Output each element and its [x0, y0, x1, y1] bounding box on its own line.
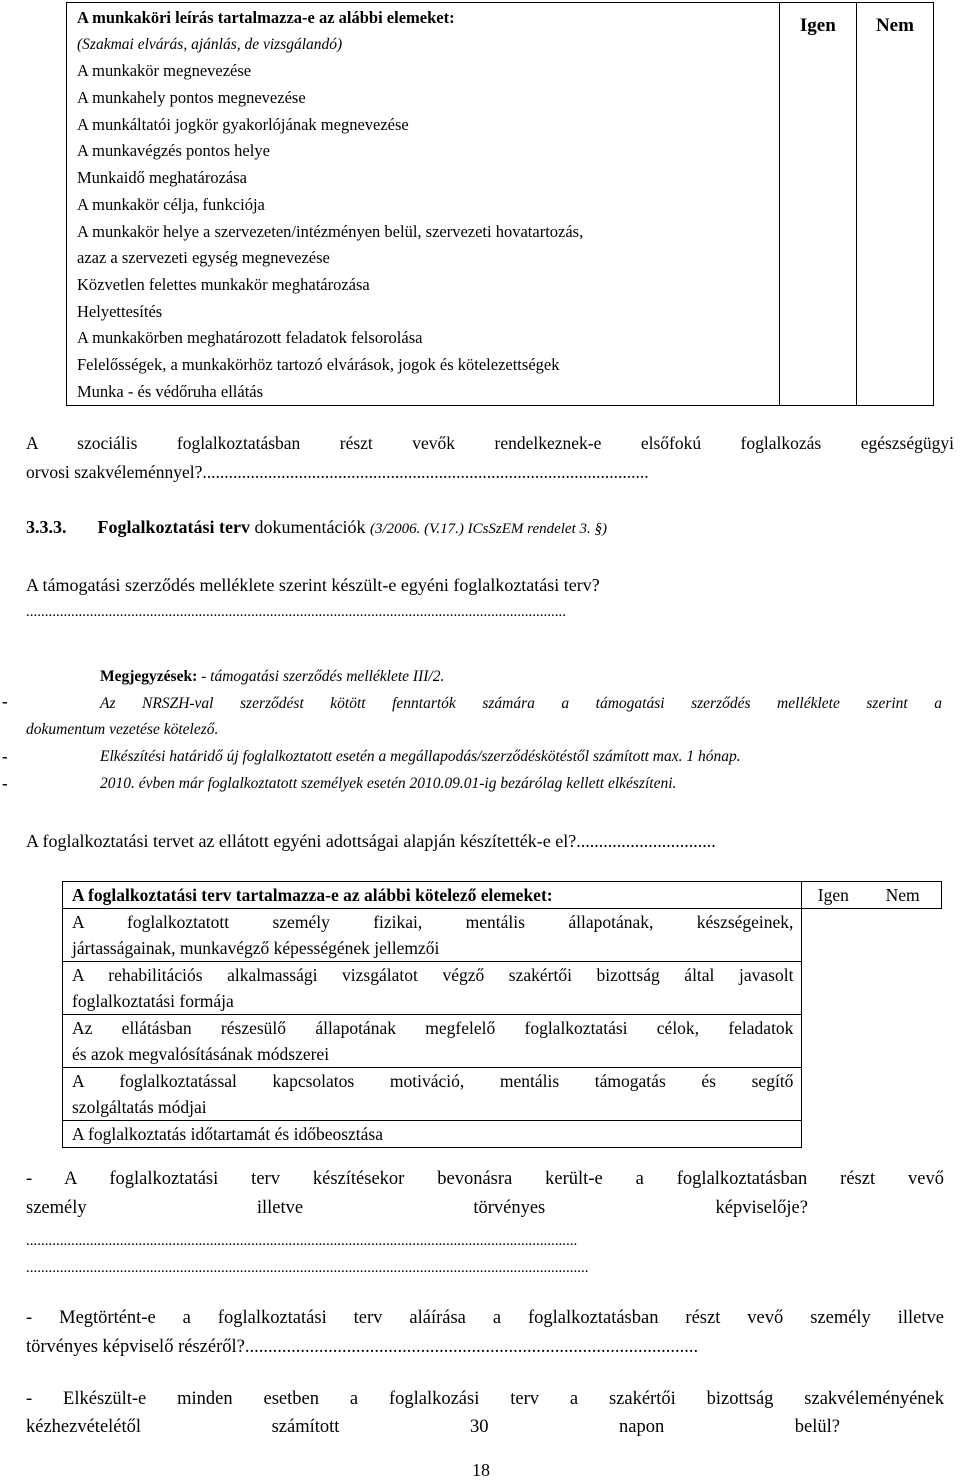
- notes-item3: 2010. évben már foglalkoztatott személyek esetén 2010.09.01-ig bezárólag kellett elkészíteni.: [100, 775, 677, 792]
- question-plan-basis: A foglalkoztatási tervet az ellátott egyéni adottságai alapján készítették-e el?...............................: [26, 831, 716, 851]
- word: számított: [271, 1417, 340, 1437]
- table2-row-text: [63, 1015, 802, 1068]
- table-row: [63, 1015, 942, 1068]
- question-involvement-line1: - A foglalkoztatási terv készítésekor bevonásra került-e a foglalkoztatásban részt vevő: [26, 1169, 944, 1189]
- table1-item: A munkavégzés pontos helye: [77, 141, 270, 161]
- question-involvement-line2: [26, 1195, 808, 1221]
- table2-yes-cell: [802, 909, 864, 962]
- question-medical-opinion-line2: orvosi szakvéleménnyel?......................................................................................................: [26, 462, 649, 482]
- notes-dash: -: [2, 774, 8, 793]
- notes-label: Megjegyzések:: [100, 668, 198, 685]
- table2-yes-cell: [802, 1121, 864, 1148]
- word: belül?: [794, 1417, 840, 1437]
- table1-item: Felelősségek, a munkakörhöz tartozó elvárások, jogok és kötelezettségek: [77, 354, 560, 374]
- table-row: [63, 909, 942, 962]
- table2-yes-cell: [802, 1015, 864, 1068]
- question-involvement-dots2: ......................................................................................................................................................: [26, 1260, 589, 1276]
- table2-row-line: és azok megvalósításának módszerei: [72, 1044, 330, 1064]
- table-row: [63, 1121, 942, 1148]
- notes-item1-line2: dokumentum vezetése kötelező.: [26, 721, 219, 738]
- section-heading: [26, 517, 607, 538]
- table2-row-text: [63, 909, 802, 962]
- table1-item: Munka - és védőruha ellátás: [77, 381, 264, 401]
- table2-row-text: [63, 1068, 802, 1121]
- table2-yes-cell: [802, 1068, 864, 1121]
- word: személy: [26, 1198, 87, 1218]
- question-deadline-line1: - Elkészült-e minden esetben a foglalkozási terv a szakértői bizottság szakvéleményének: [26, 1389, 944, 1409]
- notes-dash: -: [2, 692, 8, 711]
- question-deadline-line2: [26, 1414, 840, 1440]
- table1-item: A munkakör célja, funkciója: [77, 194, 265, 214]
- table2-col-no: Nem: [885, 885, 920, 905]
- table1-col-yes: Igen: [799, 15, 836, 36]
- table2-no-cell: [864, 1015, 941, 1068]
- notes-heading: [100, 668, 444, 686]
- table1-item: azaz a szervezeti egység megnevezése: [77, 248, 330, 268]
- section-title-rest: dokumentációk: [249, 517, 370, 537]
- table1-item: A munkahely pontos megnevezése: [77, 88, 306, 108]
- table2-row-line: foglalkoztatási formája: [72, 991, 234, 1011]
- table2-row-line: jártasságainak, munkavégző képességének jellemzői: [72, 938, 440, 958]
- table1-header-title: A munkaköri leírás tartalmazza-e az alábbi elemeket:: [77, 8, 455, 27]
- job-description-table: [66, 2, 934, 406]
- table1-item: A munkakör megnevezése: [77, 61, 252, 81]
- notes-label-rest: - támogatási szerződés melléklete III/2.: [197, 668, 445, 685]
- plan-elements-table: [62, 881, 942, 1148]
- word: 30: [469, 1417, 489, 1437]
- table2-row-line: szolgáltatás módjai: [72, 1097, 207, 1117]
- section-number: 3.3.3.: [26, 517, 67, 537]
- word: képviselője?: [715, 1198, 808, 1218]
- table1-yes-column: [779, 3, 856, 406]
- page-number: 18: [472, 1460, 490, 1480]
- table2-row-text: [63, 962, 802, 1015]
- question-signature-line2: törvényes képviselő részéről?..................................................................................................: [26, 1337, 699, 1357]
- notes-item1-line1: Az NRSZH-val szerződést kötött fenntartók számára a támogatási szerződés melléklete szerint a: [100, 695, 942, 712]
- word: napon: [619, 1417, 665, 1437]
- table1-item: Helyettesítés: [77, 301, 163, 321]
- table1-item: A munkakörben meghatározott feladatok felsorolása: [77, 328, 423, 348]
- table1-item: A munkakör helye a szervezeten/intézményen belül, szervezeti hovatartozás,: [77, 221, 584, 241]
- question-involvement-dots1: ...................................................................................................................................................: [26, 1233, 578, 1249]
- table2-row-line: Az ellátásban részesülő állapotának megfelelő foglalkoztatási célok, feladatok: [72, 1018, 794, 1038]
- question-signature-line1: - Megtörtént-e a foglalkoztatási terv aláírása a foglalkoztatásban részt vevő személy illetve: [26, 1308, 944, 1328]
- notes-item2: Elkészítési határidő új foglalkoztatott esetén a megállapodás/szerződéskötéstől számított max. 1 hónap.: [100, 748, 741, 765]
- question-individual-plan-dots: ................................................................................................................................................: [26, 604, 566, 620]
- table-row: [63, 1068, 942, 1121]
- table2-row-line: A foglalkoztatással kapcsolatos motiváció, mentális támogatás és segítő: [72, 1071, 794, 1091]
- section-title-bold: Foglalkoztatási terv: [97, 517, 250, 537]
- table2-no-cell: [864, 962, 941, 1015]
- table2-row-line: A rehabilitációs alkalmassági vizsgálatot végző szakértői bizottság által javasolt: [72, 965, 794, 985]
- table-row: [63, 962, 942, 1015]
- table2-no-cell: [864, 1068, 941, 1121]
- table2-no-column: [864, 882, 941, 909]
- table1-col-no: Nem: [875, 15, 914, 36]
- table2-row-text: [63, 1121, 802, 1148]
- table2-no-cell: [864, 1121, 941, 1148]
- table1-item: A munkáltatói jogkör gyakorlójának megnevezése: [77, 114, 409, 134]
- question-individual-plan: A támogatási szerződés melléklete szerint készült-e egyéni foglalkoztatási terv?: [26, 575, 600, 595]
- question-medical-opinion-line1: A szociális foglalkoztatásban részt vevők rendelkeznek-e elsőfokú foglalkozás egészségügyi: [26, 433, 954, 453]
- word: kézhezvételétől: [26, 1417, 142, 1437]
- word: törvényes: [473, 1198, 546, 1218]
- table1-item: Munkaidő meghatározása: [77, 168, 247, 188]
- section-reference: (3/2006. (V.17.) ICsSzEM rendelet 3. §): [369, 521, 608, 537]
- table2-no-cell: [864, 909, 941, 962]
- table2-col-yes: Igen: [817, 885, 849, 905]
- table1-content-cell: [67, 3, 780, 406]
- table1-no-column: [856, 3, 933, 406]
- table2-yes-cell: [802, 962, 864, 1015]
- notes-dash: -: [2, 747, 8, 766]
- table1-header-subtitle: (Szakmai elvárás, ajánlás, de vizsgálandó): [77, 35, 343, 53]
- word: illetve: [256, 1198, 304, 1218]
- table2-yes-column: [802, 882, 864, 909]
- table2-header: A foglalkoztatási terv tartalmazza-e az alábbi kötelező elemeket:: [63, 882, 802, 909]
- table2-row-line: A foglalkoztatott személy fizikai, mentális állapotának, készségeinek,: [72, 912, 794, 932]
- table2-row-line: A foglalkoztatás időtartamát és időbeosztása: [72, 1124, 384, 1144]
- table1-item: Közvetlen felettes munkakör meghatározása: [77, 274, 370, 294]
